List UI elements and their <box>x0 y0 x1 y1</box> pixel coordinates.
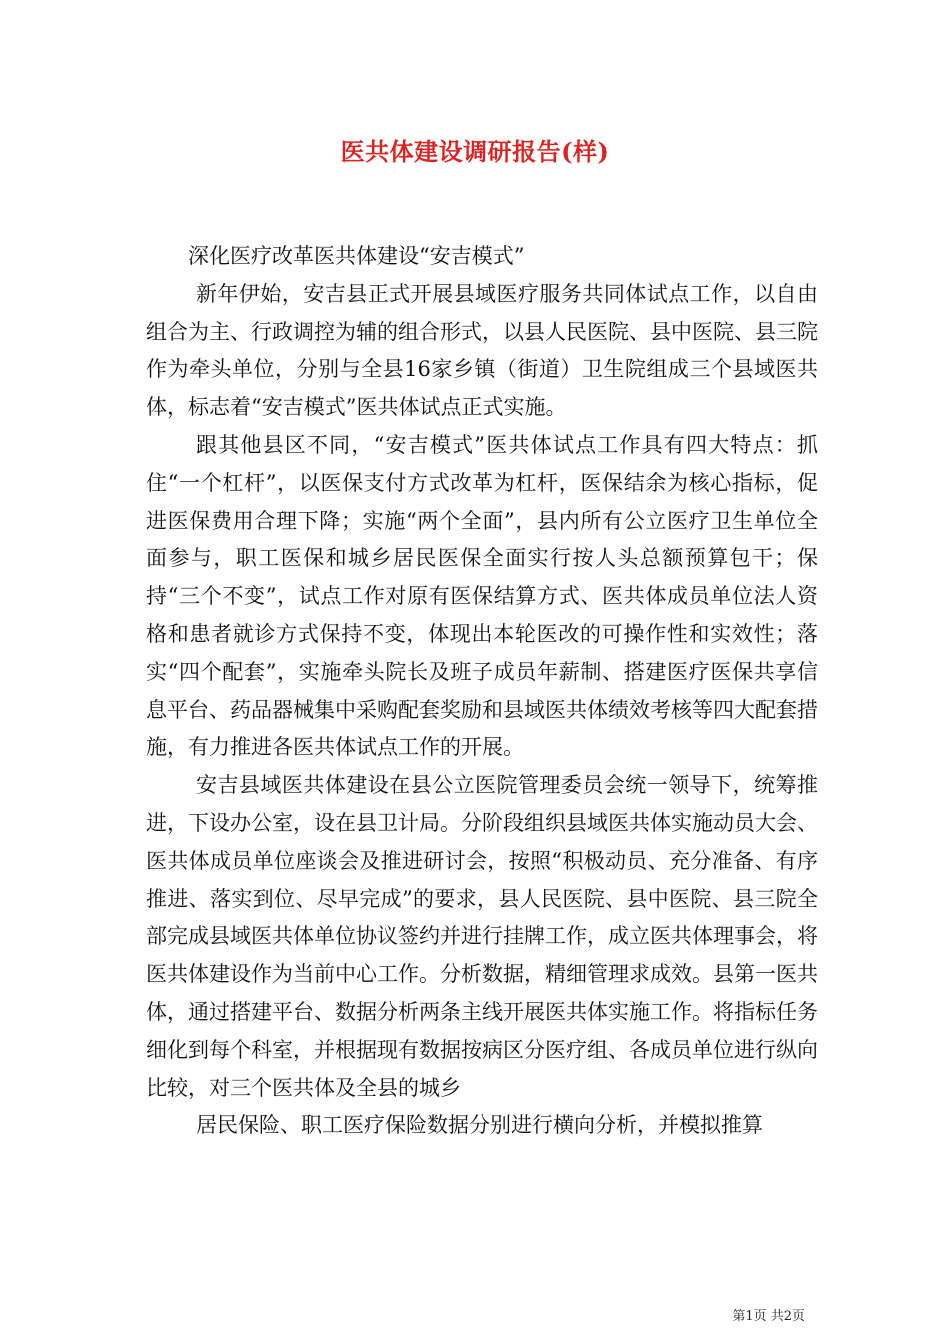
body-paragraph-4: 居民保险、职工医疗保险数据分别进行横向分析，并模拟推算 <box>196 1113 763 1138</box>
section-subtitle: 深化医疗改革医共体建设“安吉模式” <box>188 244 525 268</box>
document-body <box>146 238 818 1145</box>
page-number: 第1页 共2页 <box>732 1309 805 1324</box>
body-paragraph-2: 跟其他县区不同，“安吉模式”医共体试点工作具有四大特点：抓住“一个杠杆”，以医保支付方式改革为杠杆，医保结余为核心指标，促进医保费用合理下降；实施“两个全面”，县内所有公立医疗卫生单位全面参与，职工医保和城乡居民医保全面实行按人头总额预算包干；保持“三个不变”，试点工作对原有医保结算方式、医共体成员单位法人资格和患者就诊方式保持不变，体现出本轮医改的可操作性和实效性；落实“四个配套”，实施牵头院长及班子成员年薪制、搭建医疗医保共享信息平台、药品器械集中采购配套奖励和县域医共体绩效考核等四大配套措施，有力推进各医共体试点工作的开展。 <box>146 432 818 760</box>
document-title: 医共体建设调研报告(样) <box>340 137 610 166</box>
body-paragraph-1: 新年伊始，安吉县正式开展县域医疗服务共同体试点工作，以自由组合为主、行政调控为辅的组合形式，以县人民医院、县中医院、县三院作为牵头单位，分别与全县16家乡镇（街道）卫生院组成三个县域医共体，标志着“安吉模式”医共体试点正式实施。 <box>146 281 818 420</box>
body-paragraph-3: 安吉县域医共体建设在县公立医院管理委员会统一领导下，统筹推进，下设办公室，设在县卫计局。分阶段组织县域医共体实施动员大会、医共体成员单位座谈会及推进研讨会，按照“积极动员、充分准备、有序推进、落实到位、尽早完成”的要求，县人民医院、县中医院、县三院全部完成县域医共体单位协议签约并进行挂牌工作，成立医共体理事会，将医共体建设作为当前中心工作。分析数据，精细管理求成效。县第一医共体，通过搭建平台、数据分析两条主线开展医共体实施工作。将指标任务细化到每个科室，并根据现有数据按病区分医疗组、各成员单位进行纵向比较，对三个医共体及全县的城乡 <box>146 773 818 1100</box>
